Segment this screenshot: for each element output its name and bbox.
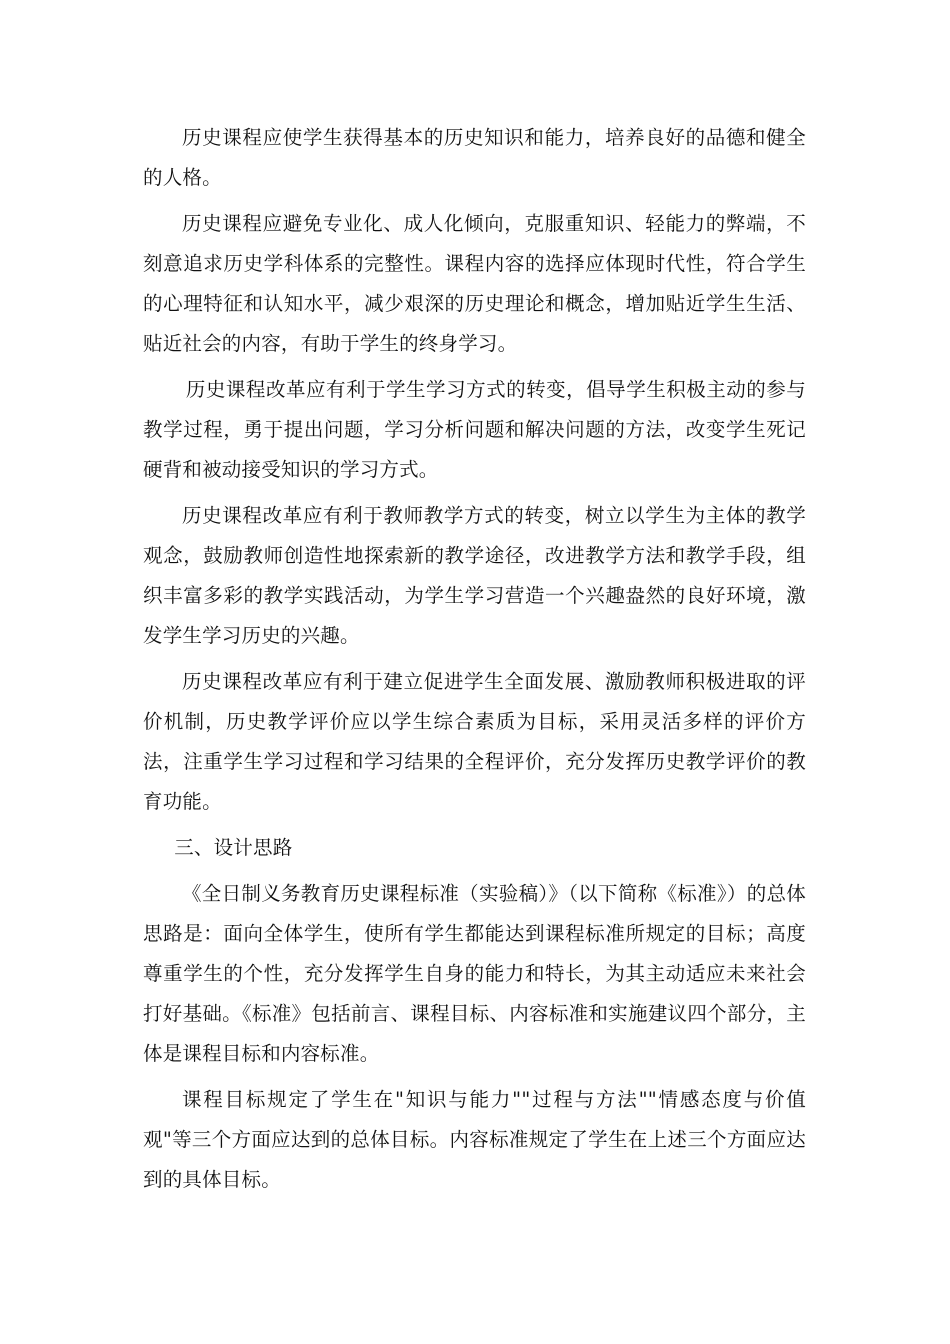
document-page	[143, 118, 806, 1206]
section-heading: 三、设计思路	[174, 836, 293, 859]
paragraph-1: 历史课程应使学生获得基本的历史知识和能力，培养良好的品德和健全的人格。	[143, 126, 806, 189]
paragraph-3: 历史课程改革应有利于学生学习方式的转变，倡导学生积极主动的参与教学过程，勇于提出问题，学习分析问题和解决问题的方法，改变学生死记硬背和被动接受知识的学习方式。	[143, 378, 806, 481]
section-paragraph-1: 《全日制义务教育历史课程标准（实验稿）》（以下简称《标准》）的总体思路是：面向全体学生，使所有学生都能达到课程标准所规定的目标；高度尊重学生的个性，充分发挥学生自身的能力和特长，为其主动适应未来社会打好基础。《标准》包括前言、课程目标、内容标准和实施建议四个部分，主体是课程目标和内容标准。	[143, 882, 806, 1065]
paragraph-2: 历史课程应避免专业化、成人化倾向，克服重知识、轻能力的弊端，不刻意追求历史学科体系的完整性。课程内容的选择应体现时代性，符合学生的心理特征和认知水平，减少艰深的历史理论和概念，增加贴近学生生活、贴近社会的内容，有助于学生的终身学习。	[143, 212, 806, 355]
paragraph-5: 历史课程改革应有利于建立促进学生全面发展、激励教师积极进取的评价机制，历史教学评价应以学生综合素质为目标，采用灵活多样的评价方法，注重学生学习过程和学习结果的全程评价，充分发挥历史教学评价的教育功能。	[143, 670, 806, 813]
section-paragraph-2: 课程目标规定了学生在"知识与能力""过程与方法""情感态度与价值观"等三个方面应达到的总体目标。内容标准规定了学生在上述三个方面应达到的具体目标。	[143, 1088, 806, 1191]
paragraph-4: 历史课程改革应有利于教师教学方式的转变，树立以学生为主体的教学观念，鼓励教师创造性地探索新的教学途径，改进教学方法和教学手段，组织丰富多彩的教学实践活动，为学生学习营造一个兴趣盎然的良好环境，激发学生学习历史的兴趣。	[143, 504, 806, 647]
